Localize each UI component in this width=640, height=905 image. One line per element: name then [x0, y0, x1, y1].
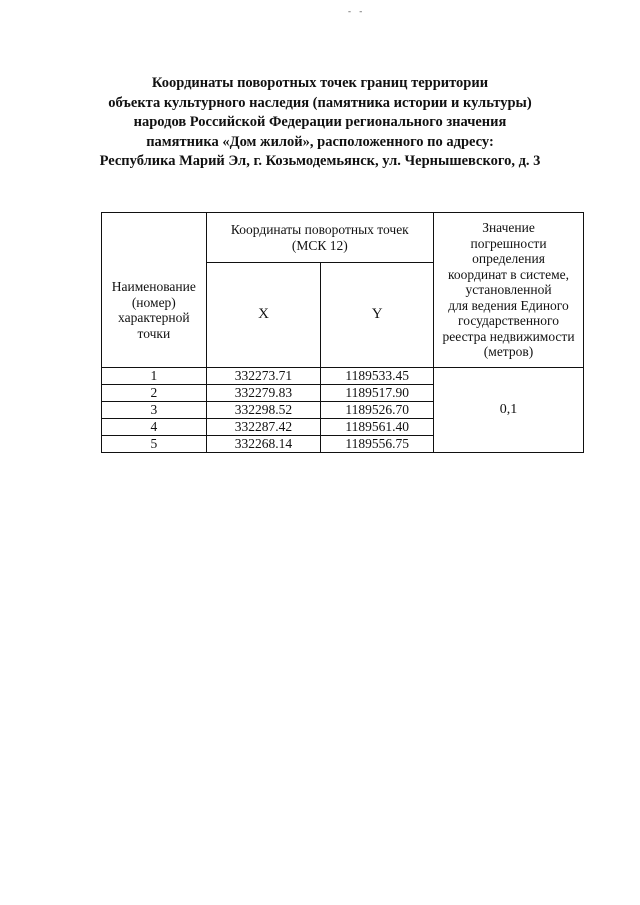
- point-y: 1189526.70: [321, 402, 434, 419]
- point-x: 332279.83: [206, 385, 321, 402]
- point-x: 332287.42: [206, 419, 321, 436]
- point-number: 1: [102, 368, 207, 385]
- point-y: 1189533.45: [321, 368, 434, 385]
- title-line: памятника «Дом жилой», расположенного по адресу:: [146, 133, 494, 150]
- point-number: 5: [102, 436, 207, 453]
- title-line: объекта культурного наследия (памятника истории и культуры): [108, 94, 532, 111]
- point-number: 2: [102, 385, 207, 402]
- point-y: 1189517.90: [321, 385, 434, 402]
- point-number: 4: [102, 419, 207, 436]
- header-accuracy: Значение погрешности определения координат в системе, установленной для ведения Единого государственного реестра недвижимости (метров): [434, 213, 584, 368]
- table-row: [102, 368, 584, 385]
- point-x: 332273.71: [206, 368, 321, 385]
- title-line: Республика Марий Эл, г. Козьмодемьянск, ул. Чернышевского, д. 3: [99, 153, 541, 169]
- table-header-row: [102, 213, 584, 263]
- point-x: 332268.14: [206, 436, 321, 453]
- header-x: X: [206, 263, 321, 368]
- point-y: 1189556.75: [321, 436, 434, 453]
- accuracy-value: 0,1: [434, 368, 584, 453]
- header-coordinates: Координаты поворотных точек (МСК 12): [206, 213, 433, 263]
- document-title: [40, 74, 600, 172]
- point-x: 332298.52: [206, 402, 321, 419]
- header-y: Y: [321, 263, 434, 368]
- header-point-name: Наименование (номер) характерной точки: [102, 213, 207, 368]
- point-number: 3: [102, 402, 207, 419]
- point-y: 1189561.40: [321, 419, 434, 436]
- coordinates-table: [101, 212, 584, 453]
- title-line: Координаты поворотных точек границ территории: [151, 75, 489, 91]
- title-line: народов Российской Федерации регионального значения: [133, 114, 507, 130]
- scan-mark: - -: [348, 6, 366, 16]
